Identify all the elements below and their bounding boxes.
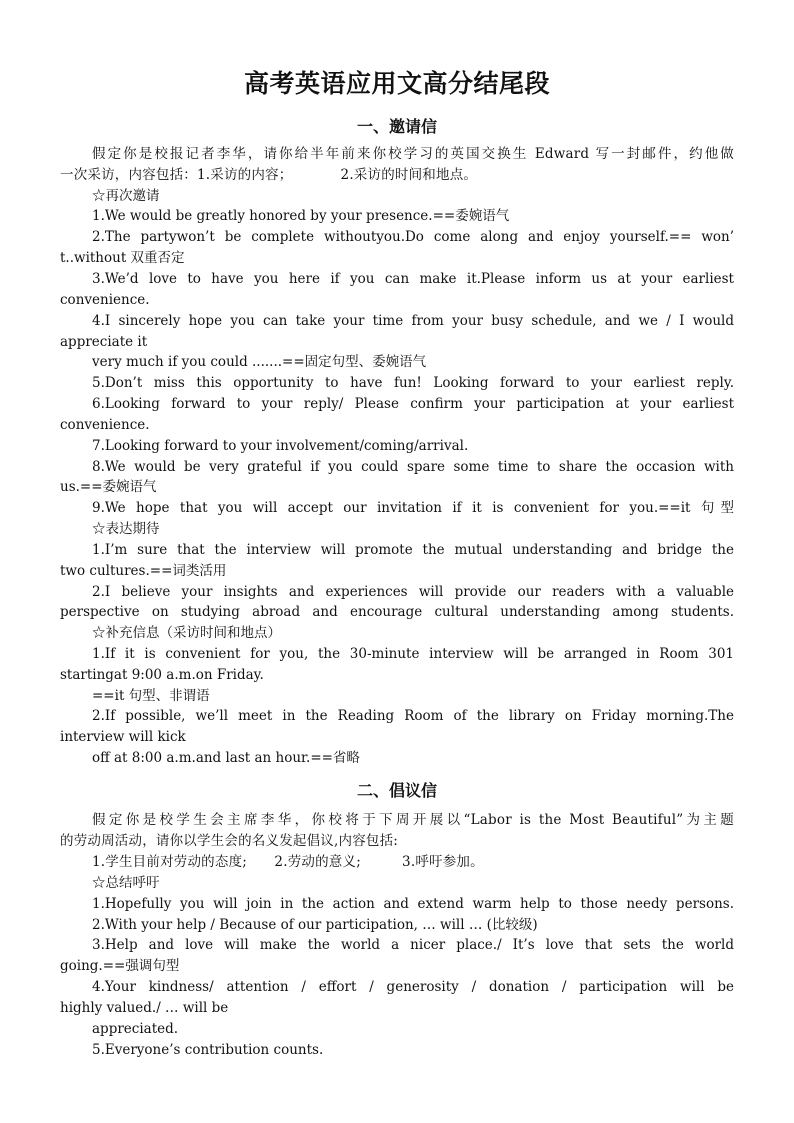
list-item: 8.We would be very grateful if you could spare some time to share the occasion with — [92, 459, 734, 475]
list-item: 3.Help and love will make the world a nicer place./ It’s love that sets the world — [92, 937, 734, 953]
list-item-continuation: us.==委婉语气 — [60, 479, 157, 495]
list-item-continuation: going.==强调句型 — [60, 958, 180, 974]
list-item: 7.Looking forward to your involvement/coming/arrival. — [92, 438, 469, 454]
list-item-continuation: perspective on studying abroad and encourage cultural understanding among students. — [60, 604, 734, 620]
list-item-continuation: ==it 句型、非谓语 — [92, 688, 210, 704]
list-item-continuation: startingat 9:00 a.m.on Friday. — [60, 667, 264, 683]
document-title: 高考英语应用文高分结尾段 — [243, 69, 550, 98]
list-item: 2.I believe your insights and experiences will provide our readers with a valuable — [92, 584, 734, 600]
subheading: ☆补充信息（采访时间和地点） — [92, 625, 281, 641]
section-heading-invitation: 一、邀请信 — [356, 117, 437, 136]
list-item: 2.If possible, we’ll meet in the Reading Room of the library on Friday morning.The — [92, 708, 734, 724]
list-item-continuation: convenience. — [60, 417, 150, 433]
list-item: 2.The partywon’t be complete withoutyou.Do come along and enjoy yourself.== won’ — [92, 229, 734, 245]
prompt-text: 假定你是校报记者李华，请你给半年前来你校学习的英国交换生 Edward 写一封邮件，约他做 — [92, 146, 734, 162]
list-item-continuation: interview will kick — [60, 729, 186, 745]
list-item: 9.We hope that you will accept our invitation if it is convenient for you.==it 句型 — [92, 500, 734, 516]
subheading: ☆总结呼吁 — [92, 875, 160, 891]
list-item-continuation: convenience. — [60, 292, 150, 308]
list-item-continuation: appreciate it — [60, 334, 148, 350]
list-item-continuation: highly valued./ … will be — [60, 1000, 229, 1016]
list-item: 2.With your help / Because of our participation, … will … (比较级) — [92, 917, 538, 933]
list-item: 1.I’m sure that the interview will promote the mutual understanding and bridge the — [92, 542, 734, 558]
list-item: 1.Hopefully you will join in the action and extend warm help to those needy persons. — [92, 896, 734, 912]
list-item: 4.I sincerely hope you can take your time from your busy schedule, and we / I would — [92, 313, 734, 329]
list-item: 1.If it is convenient for you, the 30-minute interview will be arranged in Room 301 — [92, 646, 734, 662]
list-item: 6.Looking forward to your reply/ Please confirm your participation at your earliest — [92, 396, 734, 412]
subheading: ☆表达期待 — [92, 521, 160, 537]
list-item-continuation: two cultures.==词类活用 — [60, 563, 227, 579]
list-item-continuation: t..without 双重否定 — [60, 250, 185, 266]
list-item-continuation: appreciated. — [92, 1021, 179, 1037]
list-item: 3.We’d love to have you here if you can make it.Please inform us at your earliest — [92, 271, 734, 287]
list-item: 5.Everyone’s contribution counts. — [92, 1042, 324, 1058]
prompt-text: 1.学生目前对劳动的态度; 2.劳动的意义; 3.呼吁参加。 — [92, 854, 484, 870]
list-item: 5.Don’t miss this opportunity to have fun! Looking forward to your earliest reply. — [92, 375, 734, 391]
section-heading-proposal: 二、倡议信 — [356, 781, 437, 800]
list-item-continuation: off at 8:00 a.m.and last an hour.==省略 — [92, 750, 360, 766]
list-item: 1.We would be greatly honored by your presence.==委婉语气 — [92, 208, 510, 224]
prompt-text: 一次采访，内容包括：1.采访的内容； 2.采访的时间和地点。 — [60, 167, 478, 183]
subheading: ☆再次邀请 — [92, 188, 160, 204]
prompt-text: 的劳动周活动，请你以学生会的名义发起倡议,内容包括: — [60, 833, 399, 849]
list-item: 4.Your kindness/ attention / effort / generosity / donation / participation will be — [92, 979, 734, 995]
list-item-continuation: very much if you could .......==固定句型、委婉语气 — [92, 354, 427, 370]
prompt-text: 假定你是校学生会主席李华，你校将于下周开展以“Labor is the Most Beautiful”为主题 — [92, 812, 734, 828]
